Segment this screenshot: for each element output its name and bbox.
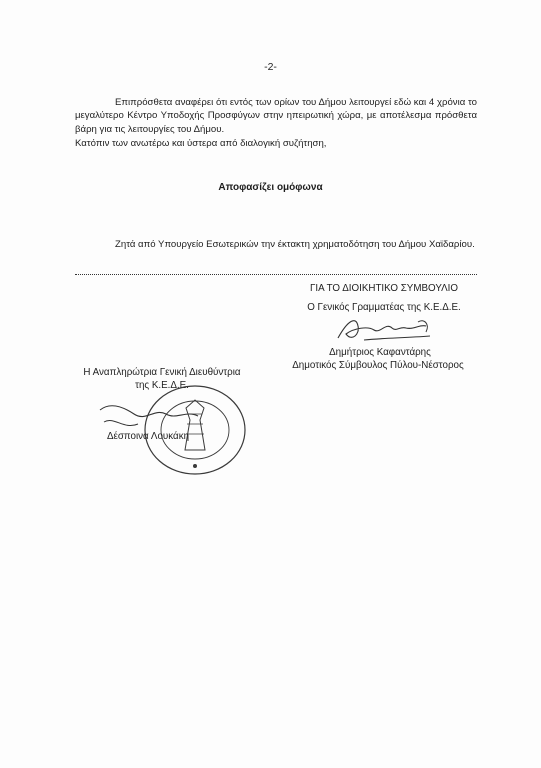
decision-heading: Αποφασίζει ομόφωνα (218, 182, 323, 193)
secretary-general-title: Ο Γενικός Γραμματέας της Κ.Ε.Δ.Ε. (307, 302, 461, 313)
dotted-divider (75, 268, 477, 275)
deputy-director-title: Η Αναπληρώτρια Γενική Διευθύντρια (83, 367, 241, 378)
paragraph-refugee-center: Επιπρόσθετα αναφέρει ότι εντός των ορίων του Δήμου λειτουργεί εδώ και 4 χρόνια το μεγαλύτερο Κέντρο Υποδοχής Προσφύγων στην ηπειρωτική χώρα, με αποτέλεσμα πρόσθετα βάρη για τις λειτουργίες του Δήμου. (75, 97, 477, 135)
page-number: -2- (264, 61, 277, 73)
deputy-director-org: της Κ.Ε.Δ.Ε. (135, 380, 189, 391)
secretary-name: Δημήτριος Καφαντάρης (329, 347, 431, 358)
paragraph-discussion: Κατόπιν των ανωτέρω και ύστερα από διαλογική συζήτηση, (75, 138, 327, 149)
paragraph-decision: Ζητά από Υπουργείο Εσωτερικών την έκτακτη χρηματοδότηση του Δήμου Χαϊδαρίου. (115, 239, 475, 250)
deputy-director-name: Δέσποινα Λουκάκη (106, 431, 190, 442)
board-label: ΓΙΑ ΤΟ ΔΙΟΙΚΗΤΙΚΟ ΣΥΜΒΟΥΛΙΟ (309, 283, 459, 294)
secretary-signature (334, 312, 434, 346)
secretary-role: Δημοτικός Σύμβουλος Πύλου-Νέστορος (292, 360, 464, 371)
